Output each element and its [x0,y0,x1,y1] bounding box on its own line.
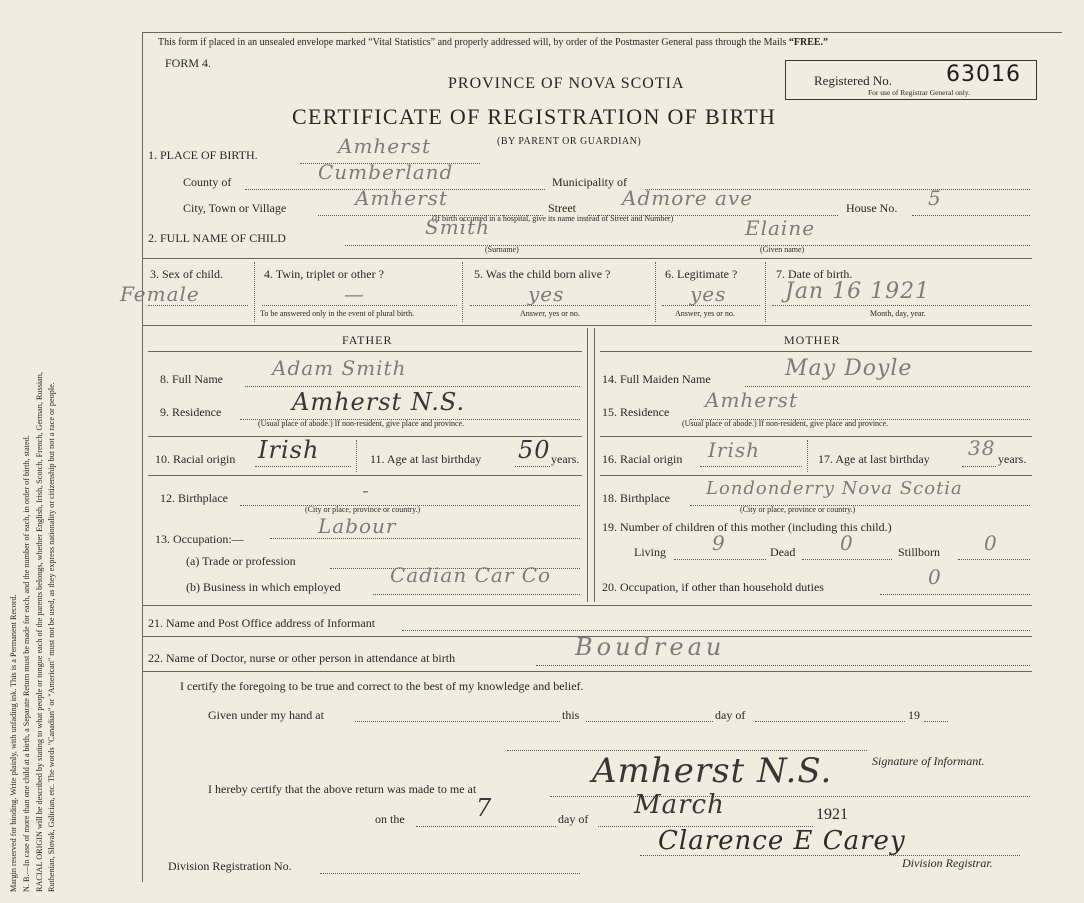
father-birthplace-caption: (City or place, province or country.) [305,505,421,514]
father-name-value: Adam Smith [272,356,407,380]
house-line [912,215,1030,216]
father-age-line [515,466,550,467]
registrar-year-value: 1921 [816,806,848,823]
father-business-line [373,594,580,595]
dead-value: 0 [840,531,854,555]
father-heading-rule [148,351,582,352]
mother-name-line [745,386,1030,387]
given-under-label: Given under my hand at [208,708,324,722]
father-heading: FATHER [342,333,393,347]
doctor-label: 22. Name of Doctor, nurse or other person in attendance at birth [148,651,456,665]
living-value: 9 [712,531,726,555]
father-occupation-label: 13. Occupation:— [155,532,244,546]
house-label: House No. [846,201,898,215]
twin-value: — [344,282,365,306]
registrar-place-value: Amherst N.S. [592,751,833,791]
child-name-label: 2. FULL NAME OF CHILD [148,231,286,245]
mother-occupation-label: 20. Occupation, if other than household duties [602,580,824,594]
mother-racial-line [700,466,802,467]
father-business-label: (b) Business in which employed [186,580,341,594]
given-under-line [355,721,560,722]
father-racial-label: 10. Racial origin [155,452,236,466]
postal-note [158,37,828,48]
mother-years: years. [998,452,1027,466]
sex-line [148,305,248,306]
certificate-title: CERTIFICATE OF REGISTRATION OF BIRTH [292,104,777,129]
mother-racial-bottom-rule [600,475,1032,476]
mother-racial-divider [807,440,808,472]
margin-note: Ruthenian, Slovak, Galician, etc. The words "Canadian" or "American" must not be used, as they express nationality or citizenship but not a race or people. [47,382,57,892]
mother-residence-label: 15. Residence [602,405,670,419]
legitimate-line [662,305,760,306]
registrar-place-line [550,796,1030,797]
dob-line [772,305,1030,306]
registrar-signature: Clarence E Carey [658,826,906,856]
mother-occupation-value: 0 [928,565,942,589]
county-value: Cumberland [318,160,454,184]
mother-heading: MOTHER [784,333,841,347]
registered-box [785,60,1037,100]
father-racial-value: Irish [258,436,320,464]
stillborn-label: Stillborn [898,545,941,559]
sex-value: Female [120,282,200,306]
father-racial-top-rule [148,436,582,437]
municipality-label: Municipality of [552,175,627,189]
margin-notes [8,2,59,892]
informant-signature-caption: Signature of Informant. [872,754,985,768]
dead-label: Dead [770,545,796,559]
on-the-line [416,826,556,827]
province-heading: PROVINCE OF NOVA SCOTIA [448,75,685,92]
street-label: Street [548,201,576,215]
informant-line [402,630,1030,631]
sex-label: 3. Sex of child. [150,267,223,281]
mother-birthplace-value: Londonderry Nova Scotia [706,478,963,499]
mother-birthplace-caption: (City or place, province or country.) [740,505,856,514]
father-birthplace-value: - [362,478,370,502]
mother-heading-rule [600,351,1032,352]
alive-caption: Answer, yes or no. [520,309,580,318]
dob-caption: Month, day, year. [870,309,926,318]
city-value: Amherst [355,186,448,210]
mother-children-label: 19. Number of children of this mother (including this child.) [602,520,892,534]
binding-border [142,32,143,882]
row3-divider [462,262,463,322]
doctor-bottom-rule [142,671,1032,672]
hospital-note: (If birth occurred in a hospital, give its name instead of Street and Number) [432,214,674,223]
margin-note: Margin reserved for binding. Write plainly, with unfading ink. This is a Permanent Record. [9,594,18,892]
day-of-line [755,721,905,722]
margin-note: RACIAL ORIGIN will be described by stating to what people or tongue each of the parents belongs, whether English, Irish, Scotch, French, German, Russian, [34,372,44,892]
year-prefix-label: 19 [908,708,920,722]
division-registration-line [320,873,580,874]
mother-racial-label: 16. Racial origin [602,452,683,466]
certificate-subtitle: (BY PARENT OR GUARDIAN) [497,136,642,147]
row3-divider [254,262,255,322]
dob-label: 7. Date of birth. [776,267,853,281]
form-number: FORM 4. [165,56,212,70]
mother-age-line [962,466,996,467]
surname-caption: (Surname) [485,245,519,254]
this-line [586,721,713,722]
registrar-signature-caption: Division Registrar. [902,856,993,870]
top-border [142,32,1062,33]
day-of-label: day of [715,708,746,722]
informant-label: 21. Name and Post Office address of Informant [148,616,376,630]
on-the-label: on the [375,812,405,826]
mother-age-value: 38 [968,436,996,460]
stillborn-line [958,559,1030,560]
mother-birthplace-label: 18. Birthplace [602,491,670,505]
informant-top-rule [142,605,1032,606]
postal-note-free: “FREE.” [788,37,829,48]
father-birthplace-label: 12. Birthplace [160,491,228,505]
child-given-name: Elaine [745,216,816,240]
registrar-day-of-label: day of [558,812,589,826]
parents-divider [594,328,595,602]
living-label: Living [634,545,666,559]
this-label: this [562,708,580,722]
living-line [674,559,766,560]
father-occupation-value: Labour [318,514,397,538]
twin-line [262,305,457,306]
mother-residence-value: Amherst [705,388,798,412]
division-registration-label: Division Registration No. [168,859,292,873]
father-racial-divider [356,440,357,472]
alive-value: yes [528,282,565,306]
parents-divider [587,328,588,602]
row3-bottom-rule [142,325,1032,326]
alive-label: 5. Was the child born alive ? [474,267,611,281]
registered-number: 63016 [946,62,1021,87]
row3-divider [655,262,656,322]
postal-note-text: This form if placed in an unsealed envelope marked “Vital Statistics” and properly addressed will, by order of the Postmaster General pass through the Mails [158,37,787,48]
legitimate-label: 6. Legitimate ? [665,267,738,281]
certify-statement: I certify the foregoing to be true and correct to the best of my knowledge and belief. [180,679,584,693]
stillborn-value: 0 [984,531,998,555]
registrar-statement: I hereby certify that the above return was made to me at [208,782,477,796]
father-racial-bottom-rule [148,475,582,476]
mother-racial-value: Irish [708,438,761,462]
father-residence-value: Amherst N.S. [292,388,466,416]
father-name-label: 8. Full Name [160,372,223,386]
year-line [924,721,948,722]
father-residence-label: 9. Residence [160,405,222,419]
doctor-value: Boudreau [575,633,726,661]
mother-age-label: 17. Age at last birthday [818,452,930,466]
father-trade-label: (a) Trade or profession [186,554,296,568]
registrar-month-value: March [634,790,725,820]
row3-top-rule [142,258,1032,259]
father-occupation-line [270,538,580,539]
father-age-label: 11. Age at last birthday [370,452,482,466]
father-business-value: Cadian Car Co [390,563,552,587]
dob-value: Jan 16 1921 [785,279,931,304]
mother-occupation-line [880,594,1030,595]
father-abode-caption: (Usual place of abode.) If non-resident, give place and province. [258,419,465,428]
street-value: Admore ave [622,186,754,210]
father-name-line [245,386,580,387]
mother-name-label: 14. Full Maiden Name [602,372,711,386]
registrar-use-note: For use of Registrar General only. [868,88,970,97]
child-surname: Smith [425,215,490,239]
child-name-line [345,245,1030,246]
place-of-birth-label: 1. PLACE OF BIRTH. [148,148,258,162]
father-racial-line [255,466,351,467]
legitimate-caption: Answer, yes or no. [675,309,735,318]
place-of-birth-value: Amherst [338,134,431,158]
mother-name-value: May Doyle [785,356,913,381]
alive-line [470,305,650,306]
city-label: City, Town or Village [183,201,287,215]
legitimate-value: yes [690,282,727,306]
twin-caption: To be answered only in the event of plural birth. [260,309,415,318]
margin-note: N. B.—In case of more than one child at a birth, a Separate Return must be made for each, and the number of each, in order of birth, stated. [21,435,31,892]
father-age-value: 50 [518,436,551,464]
county-label: County of [183,175,232,189]
house-value: 5 [928,186,942,210]
given-name-caption: (Given name) [760,245,805,254]
mother-abode-caption: (Usual place of abode.) If non-resident, give place and province. [682,419,889,428]
twin-label: 4. Twin, triplet or other ? [264,267,384,281]
row3-divider [765,262,766,322]
registrar-day-value: 7 [476,794,493,822]
father-years: years. [551,452,580,466]
registered-label: Registered No. [814,73,892,88]
doctor-line [536,665,1030,666]
dead-line [802,559,892,560]
